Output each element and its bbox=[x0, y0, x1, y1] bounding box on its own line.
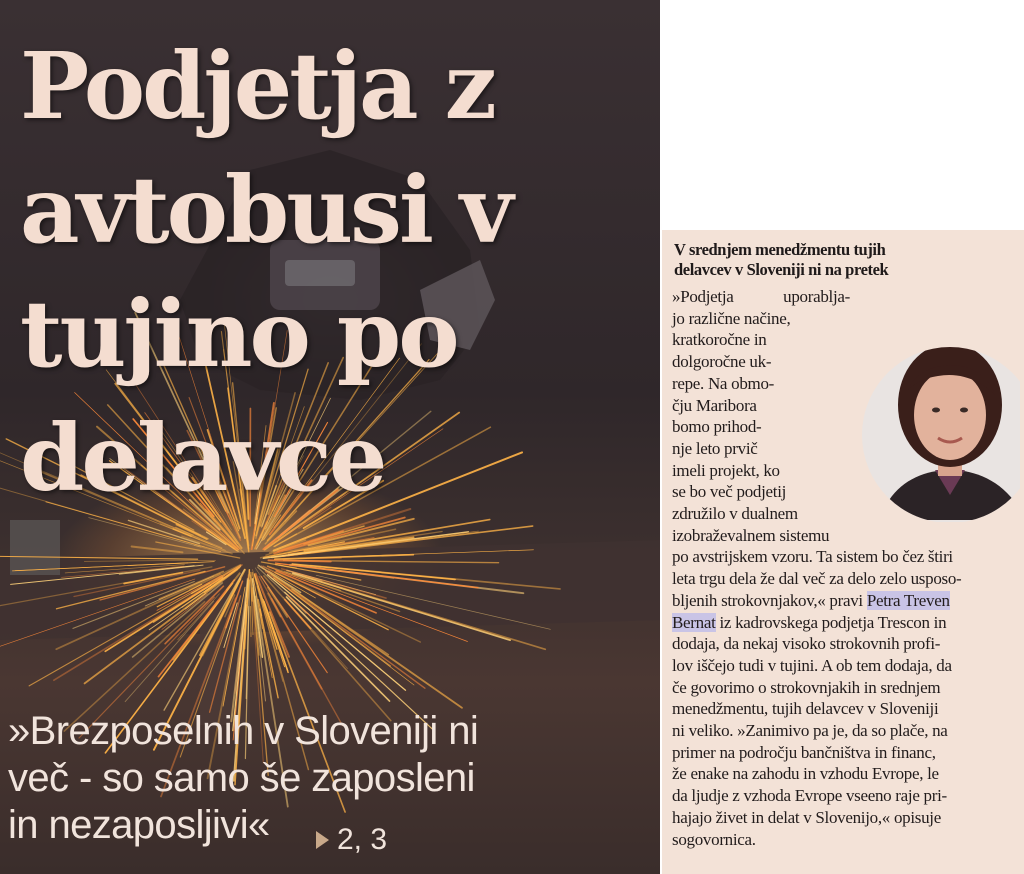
article-clipping bbox=[662, 230, 1024, 874]
headline-line: delavce bbox=[20, 404, 385, 512]
body-line: kratkoročne in bbox=[672, 330, 767, 350]
pull-quote bbox=[8, 708, 568, 849]
body-line: izobraževalnem sistemu bbox=[672, 525, 830, 545]
subhead-line: V srednjem menedžmentu tujih bbox=[674, 240, 886, 259]
body-line: se bo več podjetij bbox=[672, 482, 787, 502]
body-line: čju Maribora bbox=[672, 395, 757, 415]
body-line: primer na področju bančništva in financ, bbox=[672, 742, 936, 762]
body-line: jo različne načine, bbox=[672, 308, 791, 328]
body-line: da ljudje z vzhoda Evrope vseeno raje pri- bbox=[672, 786, 947, 806]
article-body bbox=[672, 286, 1017, 850]
body-line: nje leto prvič bbox=[672, 438, 758, 458]
triangle-right-icon bbox=[316, 831, 329, 849]
spark bbox=[132, 547, 183, 553]
page-reference bbox=[316, 820, 387, 860]
body-line bbox=[672, 612, 1017, 634]
highlighted-name: Bernat bbox=[672, 612, 716, 632]
highlighted-name: Petra Treven bbox=[866, 590, 950, 610]
body-text: bljenih strokovnjakov,« pravi bbox=[672, 590, 863, 610]
subhead-line: delavcev v Sloveniji ni na pretek bbox=[674, 260, 889, 279]
body-text: iz kadrovskega podjetja Trescon in bbox=[719, 612, 947, 632]
body-line: po avstrijskem vzoru. Ta sistem bo čez štiri bbox=[672, 547, 953, 567]
quote-line: »Brezposelnih v Sloveniji ni bbox=[8, 709, 479, 753]
article-subhead bbox=[674, 240, 1014, 280]
body-line: hajajo živet in delat v Slovenijo,« opisuje bbox=[672, 807, 941, 827]
headline-line: tujino po bbox=[20, 280, 457, 388]
body-line: repe. Na obmo- bbox=[672, 373, 775, 393]
body-line: »Podjetja uporablja- bbox=[672, 287, 850, 306]
clamp-block bbox=[10, 520, 60, 575]
quote-line: in nezaposljivi« bbox=[8, 803, 270, 847]
body-line: ni veliko. »Zanimivo pa je, da so plače, na bbox=[672, 721, 948, 741]
body-line: sogovornica. bbox=[672, 829, 756, 849]
body-line: že enake na zahodu in vzhodu Evrope, le bbox=[672, 764, 939, 784]
body-line: dodaja, da nekaj visoko strokovnih profi- bbox=[672, 634, 941, 654]
spark bbox=[268, 560, 330, 561]
headline-line: avtobusi v bbox=[20, 156, 511, 264]
quote-line: več - so samo še zaposleni bbox=[8, 756, 475, 800]
body-line: dolgoročne uk- bbox=[672, 352, 772, 372]
body-line: imeli projekt, ko bbox=[672, 460, 780, 480]
page-numbers: 2, 3 bbox=[337, 823, 388, 856]
body-line: če govorimo o strokovnjakih in srednjem bbox=[672, 677, 941, 697]
body-line: menedžmentu, tujih delavcev v Sloveniji bbox=[672, 699, 939, 719]
body-line: lov iščejo tudi v tujini. A ob tem dodaja, da bbox=[672, 655, 952, 675]
body-line: združilo v dualnem bbox=[672, 504, 798, 524]
body-line: bomo prihod- bbox=[672, 417, 762, 437]
headline bbox=[20, 24, 580, 520]
body-line: leta trgu dela že dal več za delo zelo usposo- bbox=[672, 569, 962, 589]
headline-line: Podjetja z bbox=[20, 32, 494, 140]
body-line bbox=[672, 590, 1017, 612]
